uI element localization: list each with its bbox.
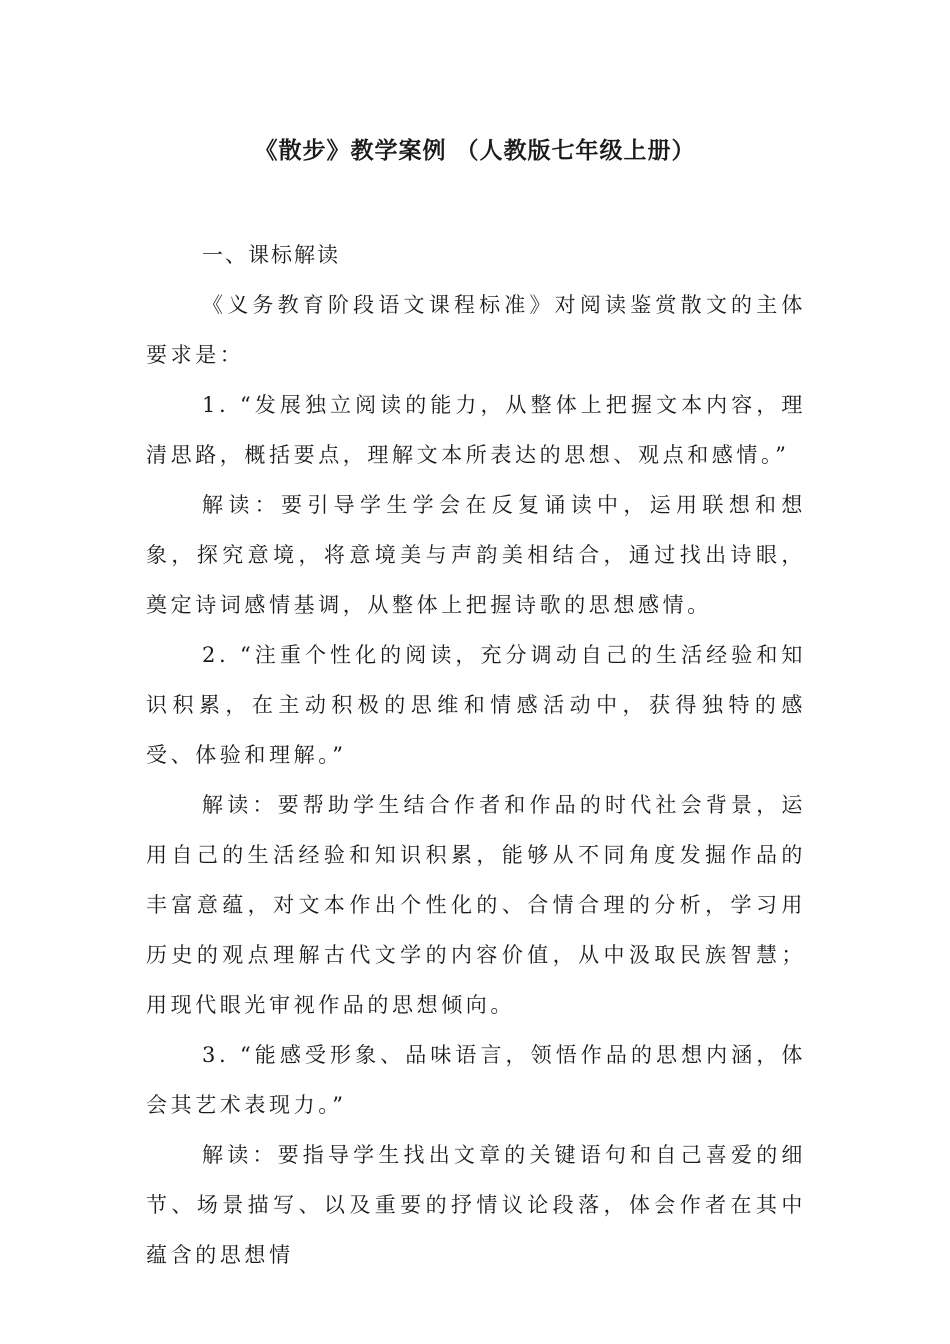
paragraph-standard-3: 3. “能感受形象、品味语言，领悟作品的思想内涵，体会其艺术表现力。” [146, 1043, 806, 1117]
paragraph-interpretation-3: 解读：要指导学生找出文章的关键语句和自己喜爱的细节、场景描写、以及重要的抒情议论段落，体会作者在其中蕴含的思想情 [146, 1143, 806, 1267]
section-heading: 一、课标解读 [202, 243, 340, 267]
paragraph-intro: 《义务教育阶段语文课程标准》对阅读鉴赏散文的主体要求是： [146, 293, 806, 367]
paragraph-interpretation-2: 解读：要帮助学生结合作者和作品的时代社会背景，运用自己的生活经验和知识积累，能够从不同角度发掘作品的丰富意蕴，对文本作出个性化的、合情合理的分析，学习用历史的观点理解古代文学的内容价值，从中汲取民族智慧；用现代眼光审视作品的思想倾向。 [146, 793, 806, 1017]
paragraph-interpretation-1: 解读：要引导学生学会在反复诵读中，运用联想和想象，探究意境，将意境美与声韵美相结合，通过找出诗眼，奠定诗词感情基调，从整体上把握诗歌的思想感情。 [146, 493, 806, 617]
paragraph-standard-1: 1. “发展独立阅读的能力，从整体上把握文本内容，理清思路，概括要点，理解文本所表达的思想、观点和感情。” [146, 393, 806, 467]
paragraph-standard-2: 2. “注重个性化的阅读，充分调动自己的生活经验和知识积累，在主动积极的思维和情感活动中，获得独特的感受、体验和理解。” [146, 643, 806, 767]
document-title: 《散步》教学案例 （人教版七年级上册） [254, 138, 696, 164]
document-body [146, 230, 806, 1280]
